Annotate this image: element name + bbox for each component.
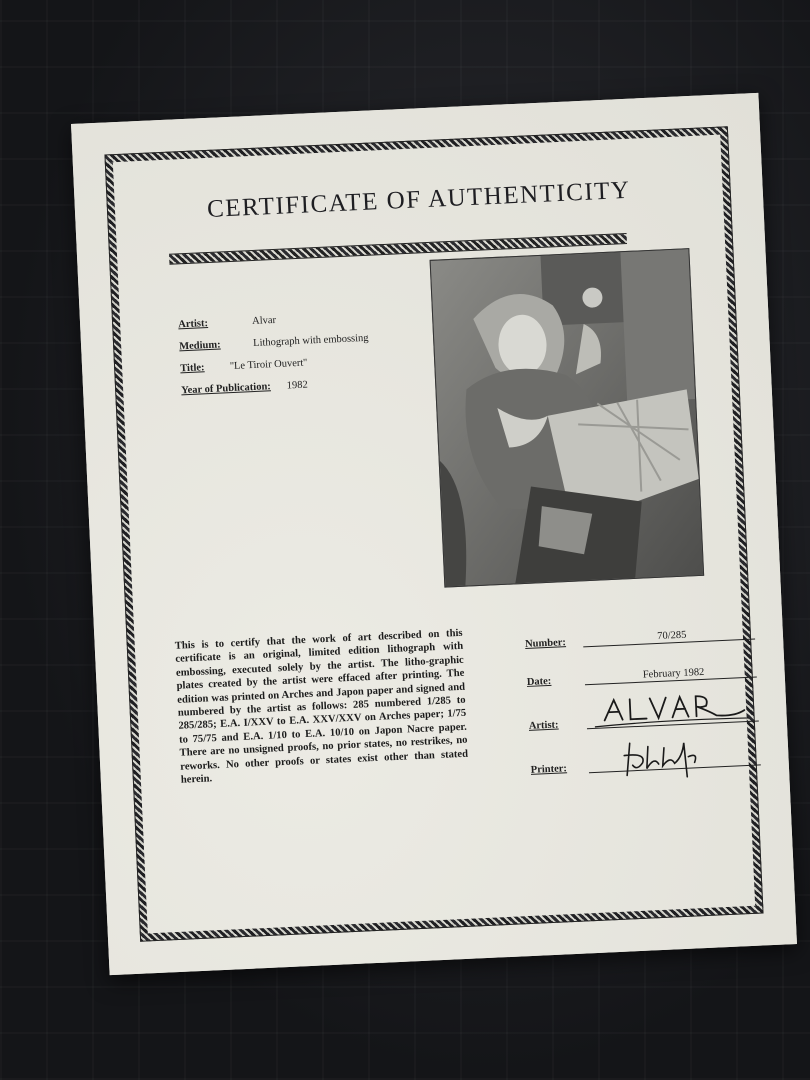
- date-value: February 1982: [642, 666, 705, 681]
- field-label: Medium:: [178, 339, 221, 353]
- artwork-details: [178, 311, 371, 408]
- field-value: ''Le Tiroir Ouvert'': [229, 357, 308, 373]
- field-label: Title:: [179, 362, 205, 375]
- artwork-image: [430, 248, 705, 587]
- field-year: [181, 377, 371, 397]
- printer-signature: [585, 730, 757, 784]
- number-value: 70/285: [657, 629, 687, 642]
- artwork-illustration: [431, 249, 704, 586]
- field-value: 1982: [286, 379, 309, 392]
- field-value: Alvar: [251, 314, 277, 328]
- signature-block: [524, 612, 761, 786]
- field-value: Lithograph with embossing: [252, 332, 369, 350]
- field-title: [180, 355, 370, 375]
- artist-signature: [583, 688, 755, 736]
- certificate-title: CERTIFICATE OF AUTHENTICITY: [206, 176, 632, 223]
- field-medium: [179, 333, 369, 353]
- field-label: Artist:: [178, 318, 209, 331]
- date-label: Date:: [526, 675, 552, 688]
- number-label: Number:: [524, 637, 567, 650]
- printer-signature-label: Printer:: [530, 763, 568, 776]
- artist-signature-label: Artist:: [528, 719, 559, 732]
- certification-statement: This is to certify that the work of art described on this certificate is an original, limited edition lithograph with embossing, executed solely by the artist. The litho-graphic plates created by the artist were effaced after printing. The edition was printed on Arches and Japon paper and signed and numbered by the artist as follows: 285 numbered 1/285 to 285/285; E.A. I/XXV to E.A. XXV/XXV on Arches paper; 1/75 to 75/75 and E.A. 1/10 to E.A. 10/10 on Japon Nacre paper. There are no unsigned proofs, no prior states, no restrikes, no reworks. No other proofs or states exist other than stated herein.: [174, 627, 469, 786]
- certificate-paper: [71, 93, 797, 975]
- field-label: Year of Publication:: [180, 381, 272, 397]
